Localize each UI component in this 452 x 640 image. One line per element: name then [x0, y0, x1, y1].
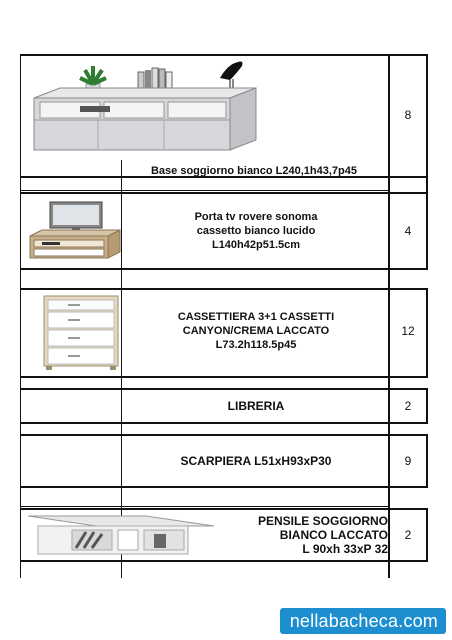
row-divider [20, 486, 428, 488]
row-3-line-2: CANYON/CREMA LACCATO [182, 325, 330, 337]
row-divider [20, 268, 428, 270]
table-left-border [20, 54, 21, 578]
row-2-line-1: Porta tv rovere sonoma [194, 211, 318, 223]
row-divider [20, 288, 428, 290]
row-divider [20, 560, 428, 562]
row-6-description [214, 514, 388, 556]
row-4-description: LIBRERIA [227, 399, 285, 413]
row-divider [20, 192, 428, 194]
row-6-qty: 2 [404, 528, 412, 542]
row-5-qty: 9 [404, 454, 412, 468]
row-divider [20, 434, 428, 436]
row-5-description: SCARPIERA L51xH93xP30 [180, 454, 332, 468]
chest-of-drawers-image [40, 292, 124, 372]
row-1-qty: 8 [404, 108, 412, 122]
row-divider [20, 506, 390, 507]
row-divider [20, 422, 428, 424]
row-2-qty: 4 [404, 224, 412, 238]
tv-stand-long-image [30, 58, 260, 158]
row-divider [20, 190, 390, 191]
table-right-border [426, 54, 428, 270]
qty-column-separator [388, 54, 390, 578]
row-3-qty: 12 [401, 324, 415, 338]
table-right-border [426, 388, 428, 424]
table-right-border [426, 508, 428, 562]
row-2-description [124, 210, 388, 252]
site-watermark: nellabacheca.com [280, 608, 446, 634]
table-right-border [426, 434, 428, 488]
row-divider [20, 376, 428, 378]
wall-cabinet-image [26, 512, 216, 556]
row-4-qty: 2 [404, 399, 412, 413]
row-3-description [124, 310, 388, 352]
table-right-border [426, 288, 428, 378]
row-2-line-2: cassetto bianco lucido [196, 225, 316, 237]
row-3-line-1: CASSETTIERA 3+1 CASSETTI [177, 311, 335, 323]
tv-stand-oak-image [28, 198, 122, 264]
row-divider [20, 388, 428, 390]
row-3-line-3: L73.2h118.5p45 [215, 339, 297, 351]
row-1-description: Base soggiorno bianco L240,1h43,7p45 [150, 165, 357, 177]
row-divider [20, 54, 428, 56]
row-6-line-2: BIANCO LACCATO [279, 528, 388, 542]
row-2-line-3: L140h42p51.5cm [211, 239, 301, 251]
row-6-line-3: L 90xh 33xP 32 [302, 542, 388, 556]
row-divider [20, 508, 428, 510]
row-6-line-1: PENSILE SOGGIORNO [257, 514, 388, 528]
